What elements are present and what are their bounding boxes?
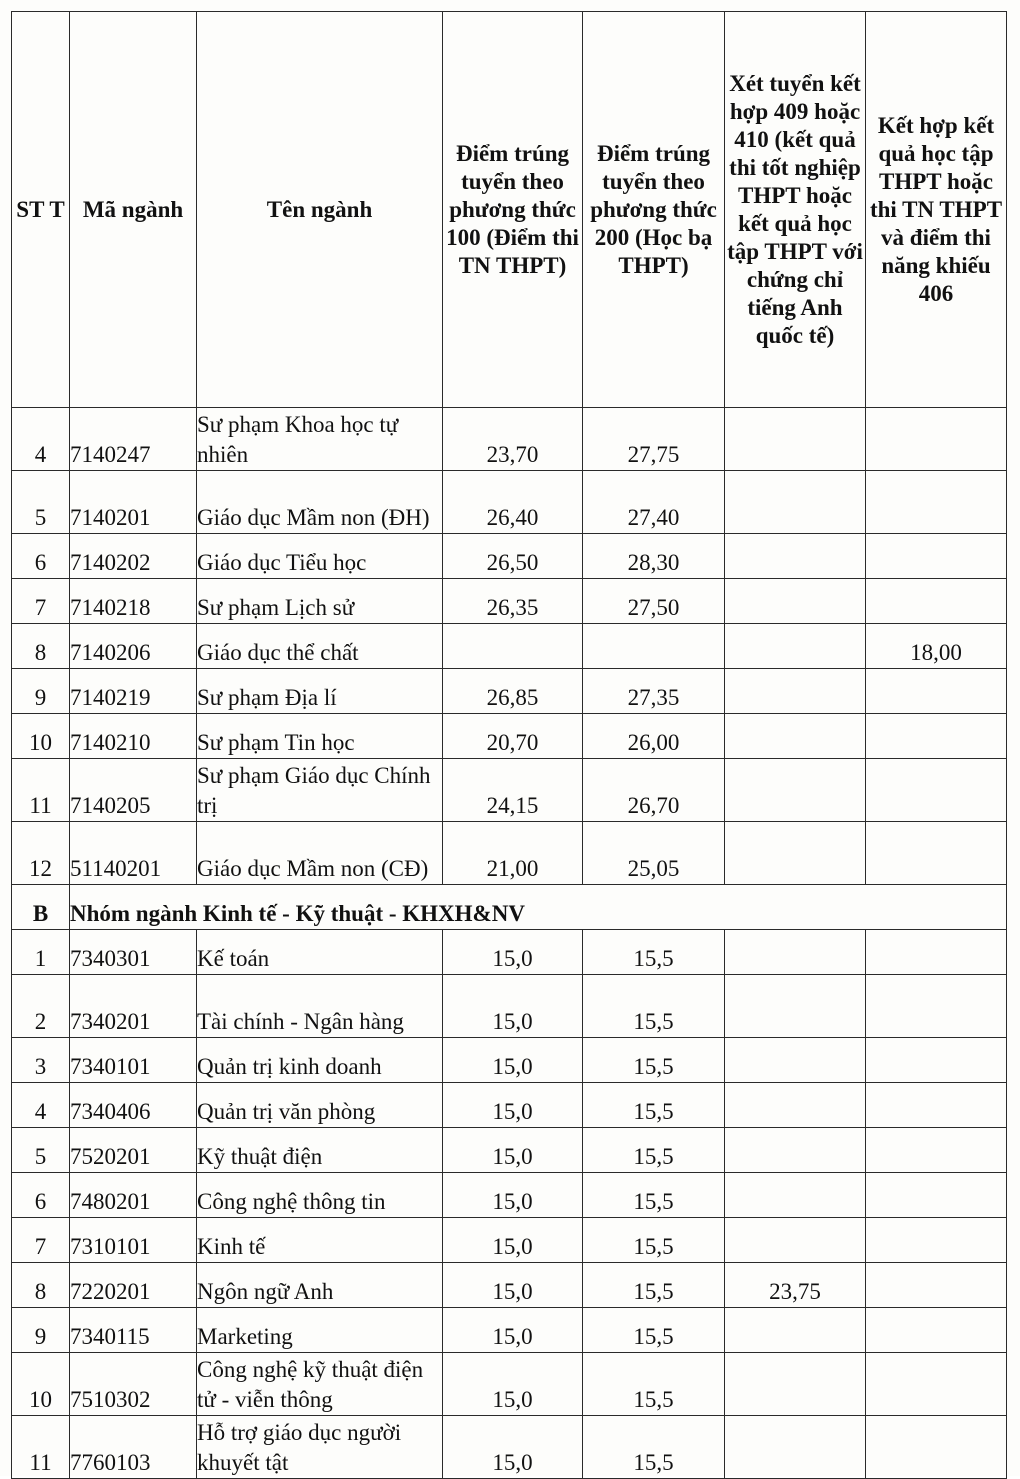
cell-code: 7140205 [70, 759, 197, 822]
cell-name: Công nghệ kỹ thuật điện tử - viễn thông [197, 1353, 443, 1416]
cell-m100: 20,70 [443, 714, 583, 759]
group-heading-row [12, 885, 1007, 930]
cell-m100: 15,0 [443, 1308, 583, 1353]
cell-m409 [725, 1173, 866, 1218]
cell-stt: 12 [12, 822, 70, 885]
cell-name: Sư phạm Địa lí [197, 669, 443, 714]
cell-stt: 7 [12, 579, 70, 624]
cell-code: 7340201 [70, 975, 197, 1038]
admission-score-table [11, 11, 1007, 1479]
cell-code: 7140247 [70, 408, 197, 471]
cell-m406 [866, 975, 1007, 1038]
cell-m100: 15,0 [443, 1038, 583, 1083]
cell-m409 [725, 534, 866, 579]
cell-stt: 6 [12, 534, 70, 579]
table-row [12, 1173, 1007, 1218]
cell-m406 [866, 408, 1007, 471]
header-row [12, 12, 1007, 408]
table-row [12, 975, 1007, 1038]
cell-name: Kỹ thuật điện [197, 1128, 443, 1173]
cell-stt: 2 [12, 975, 70, 1038]
table-row [12, 471, 1007, 534]
cell-code: 7480201 [70, 1173, 197, 1218]
header-method-406: Kết hợp kết quả học tập THPT hoặc thi TN THPT và điểm thi năng khiếu 406 [866, 12, 1007, 408]
table-row [12, 1218, 1007, 1263]
cell-m200: 28,30 [583, 534, 725, 579]
cell-stt: 10 [12, 1353, 70, 1416]
cell-code: 7140206 [70, 624, 197, 669]
cell-code: 7340301 [70, 930, 197, 975]
cell-m100: 15,0 [443, 1263, 583, 1308]
cell-name: Giáo dục Mầm non (ĐH) [197, 471, 443, 534]
cell-stt: 8 [12, 1263, 70, 1308]
table-row [12, 1416, 1007, 1479]
table-row [12, 1308, 1007, 1353]
cell-m406 [866, 534, 1007, 579]
cell-m100: 15,0 [443, 1173, 583, 1218]
cell-code: 7510302 [70, 1353, 197, 1416]
group-label: B [12, 885, 70, 930]
cell-m100: 26,50 [443, 534, 583, 579]
table-row [12, 1083, 1007, 1128]
cell-m100: 15,0 [443, 1083, 583, 1128]
cell-m409 [725, 624, 866, 669]
cell-m406 [866, 1218, 1007, 1263]
cell-m406 [866, 669, 1007, 714]
cell-name: Sư phạm Giáo dục Chính trị [197, 759, 443, 822]
cell-m200: 25,05 [583, 822, 725, 885]
cell-m409 [725, 1353, 866, 1416]
cell-name: Hỗ trợ giáo dục người khuyết tật [197, 1416, 443, 1479]
group-title: Nhóm ngành Kinh tế - Kỹ thuật - KHXH&NV [70, 885, 1007, 930]
cell-code: 7140201 [70, 471, 197, 534]
cell-name: Tài chính - Ngân hàng [197, 975, 443, 1038]
cell-name: Kinh tế [197, 1218, 443, 1263]
table-row [12, 579, 1007, 624]
cell-stt: 10 [12, 714, 70, 759]
header-method-409: Xét tuyển kết hợp 409 hoặc 410 (kết quả thi tốt nghiệp THPT hoặc kết quả học tập THPT với chứng chỉ tiếng Anh quốc tế) [725, 12, 866, 408]
cell-m406 [866, 1416, 1007, 1479]
cell-m406 [866, 1173, 1007, 1218]
cell-m100: 23,70 [443, 408, 583, 471]
table-row [12, 1263, 1007, 1308]
cell-m406 [866, 1128, 1007, 1173]
cell-m200: 15,5 [583, 930, 725, 975]
cell-m100: 24,15 [443, 759, 583, 822]
cell-m100: 15,0 [443, 930, 583, 975]
cell-m200: 27,35 [583, 669, 725, 714]
table-row [12, 669, 1007, 714]
cell-m100: 26,35 [443, 579, 583, 624]
cell-m200: 15,5 [583, 1308, 725, 1353]
table-row [12, 930, 1007, 975]
cell-m409 [725, 1038, 866, 1083]
cell-m409 [725, 579, 866, 624]
cell-m100 [443, 624, 583, 669]
cell-stt: 4 [12, 408, 70, 471]
table-row [12, 534, 1007, 579]
cell-name: Công nghệ thông tin [197, 1173, 443, 1218]
cell-m406 [866, 579, 1007, 624]
cell-m100: 26,40 [443, 471, 583, 534]
cell-name: Ngôn ngữ Anh [197, 1263, 443, 1308]
cell-name: Kế toán [197, 930, 443, 975]
table-row [12, 1038, 1007, 1083]
table-row [12, 759, 1007, 822]
cell-code: 7140202 [70, 534, 197, 579]
cell-m200: 26,70 [583, 759, 725, 822]
cell-m200: 15,5 [583, 1218, 725, 1263]
header-method-100: Điểm trúng tuyển theo phương thức 100 (Điểm thi TN THPT) [443, 12, 583, 408]
cell-m200: 27,75 [583, 408, 725, 471]
cell-m200: 26,00 [583, 714, 725, 759]
cell-m409 [725, 822, 866, 885]
cell-m200: 15,5 [583, 1173, 725, 1218]
cell-m409 [725, 1128, 866, 1173]
cell-m200: 15,5 [583, 1263, 725, 1308]
cell-m100: 15,0 [443, 1218, 583, 1263]
cell-code: 7140218 [70, 579, 197, 624]
cell-m409 [725, 1218, 866, 1263]
cell-m409 [725, 930, 866, 975]
cell-m406 [866, 1353, 1007, 1416]
cell-code: 7220201 [70, 1263, 197, 1308]
cell-code: 7310101 [70, 1218, 197, 1263]
cell-m406 [866, 930, 1007, 975]
cell-name: Giáo dục Mầm non (CĐ) [197, 822, 443, 885]
cell-name: Marketing [197, 1308, 443, 1353]
cell-name: Giáo dục Tiểu học [197, 534, 443, 579]
header-stt: ST T [12, 12, 70, 408]
cell-m200: 15,5 [583, 975, 725, 1038]
cell-m409 [725, 1308, 866, 1353]
cell-stt: 1 [12, 930, 70, 975]
cell-m200: 15,5 [583, 1083, 725, 1128]
cell-name: Sư phạm Tin học [197, 714, 443, 759]
cell-name: Giáo dục thể chất [197, 624, 443, 669]
cell-m409 [725, 759, 866, 822]
cell-m406 [866, 1038, 1007, 1083]
cell-stt: 8 [12, 624, 70, 669]
cell-m200: 15,5 [583, 1416, 725, 1479]
table-row [12, 408, 1007, 471]
cell-stt: 4 [12, 1083, 70, 1128]
cell-code: 7140210 [70, 714, 197, 759]
cell-m406 [866, 471, 1007, 534]
table-row [12, 1353, 1007, 1416]
table-row [12, 624, 1007, 669]
cell-stt: 5 [12, 1128, 70, 1173]
cell-m100: 26,85 [443, 669, 583, 714]
table-row [12, 822, 1007, 885]
cell-code: 7340406 [70, 1083, 197, 1128]
cell-code: 7340115 [70, 1308, 197, 1353]
cell-code: 7140219 [70, 669, 197, 714]
cell-code: 7520201 [70, 1128, 197, 1173]
cell-m406 [866, 714, 1007, 759]
cell-stt: 3 [12, 1038, 70, 1083]
cell-m409 [725, 714, 866, 759]
header-name: Tên ngành [197, 12, 443, 408]
cell-m406 [866, 1083, 1007, 1128]
cell-m100: 21,00 [443, 822, 583, 885]
table-row [12, 1128, 1007, 1173]
cell-m406 [866, 822, 1007, 885]
table-row [12, 714, 1007, 759]
cell-m200: 27,50 [583, 579, 725, 624]
cell-m406 [866, 1263, 1007, 1308]
cell-code: 7760103 [70, 1416, 197, 1479]
cell-code: 51140201 [70, 822, 197, 885]
cell-code: 7340101 [70, 1038, 197, 1083]
cell-m100: 15,0 [443, 1353, 583, 1416]
cell-m406: 18,00 [866, 624, 1007, 669]
cell-stt: 7 [12, 1218, 70, 1263]
cell-m100: 15,0 [443, 1416, 583, 1479]
cell-m409: 23,75 [725, 1263, 866, 1308]
cell-m406 [866, 1308, 1007, 1353]
cell-m100: 15,0 [443, 1128, 583, 1173]
cell-stt: 9 [12, 669, 70, 714]
cell-m200: 27,40 [583, 471, 725, 534]
cell-name: Sư phạm Khoa học tự nhiên [197, 408, 443, 471]
cell-m100: 15,0 [443, 975, 583, 1038]
cell-stt: 5 [12, 471, 70, 534]
cell-m409 [725, 1416, 866, 1479]
cell-m409 [725, 471, 866, 534]
cell-m409 [725, 1083, 866, 1128]
cell-stt: 9 [12, 1308, 70, 1353]
cell-name: Sư phạm Lịch sử [197, 579, 443, 624]
cell-stt: 11 [12, 1416, 70, 1479]
header-code: Mã ngành [70, 12, 197, 408]
cell-m200: 15,5 [583, 1353, 725, 1416]
cell-m409 [725, 408, 866, 471]
cell-m200: 15,5 [583, 1038, 725, 1083]
cell-m406 [866, 759, 1007, 822]
cell-m409 [725, 975, 866, 1038]
cell-name: Quản trị văn phòng [197, 1083, 443, 1128]
cell-m200 [583, 624, 725, 669]
cell-m200: 15,5 [583, 1128, 725, 1173]
cell-name: Quản trị kinh doanh [197, 1038, 443, 1083]
cell-m409 [725, 669, 866, 714]
header-method-200: Điểm trúng tuyển theo phương thức 200 (Học bạ THPT) [583, 12, 725, 408]
cell-stt: 11 [12, 759, 70, 822]
cell-stt: 6 [12, 1173, 70, 1218]
